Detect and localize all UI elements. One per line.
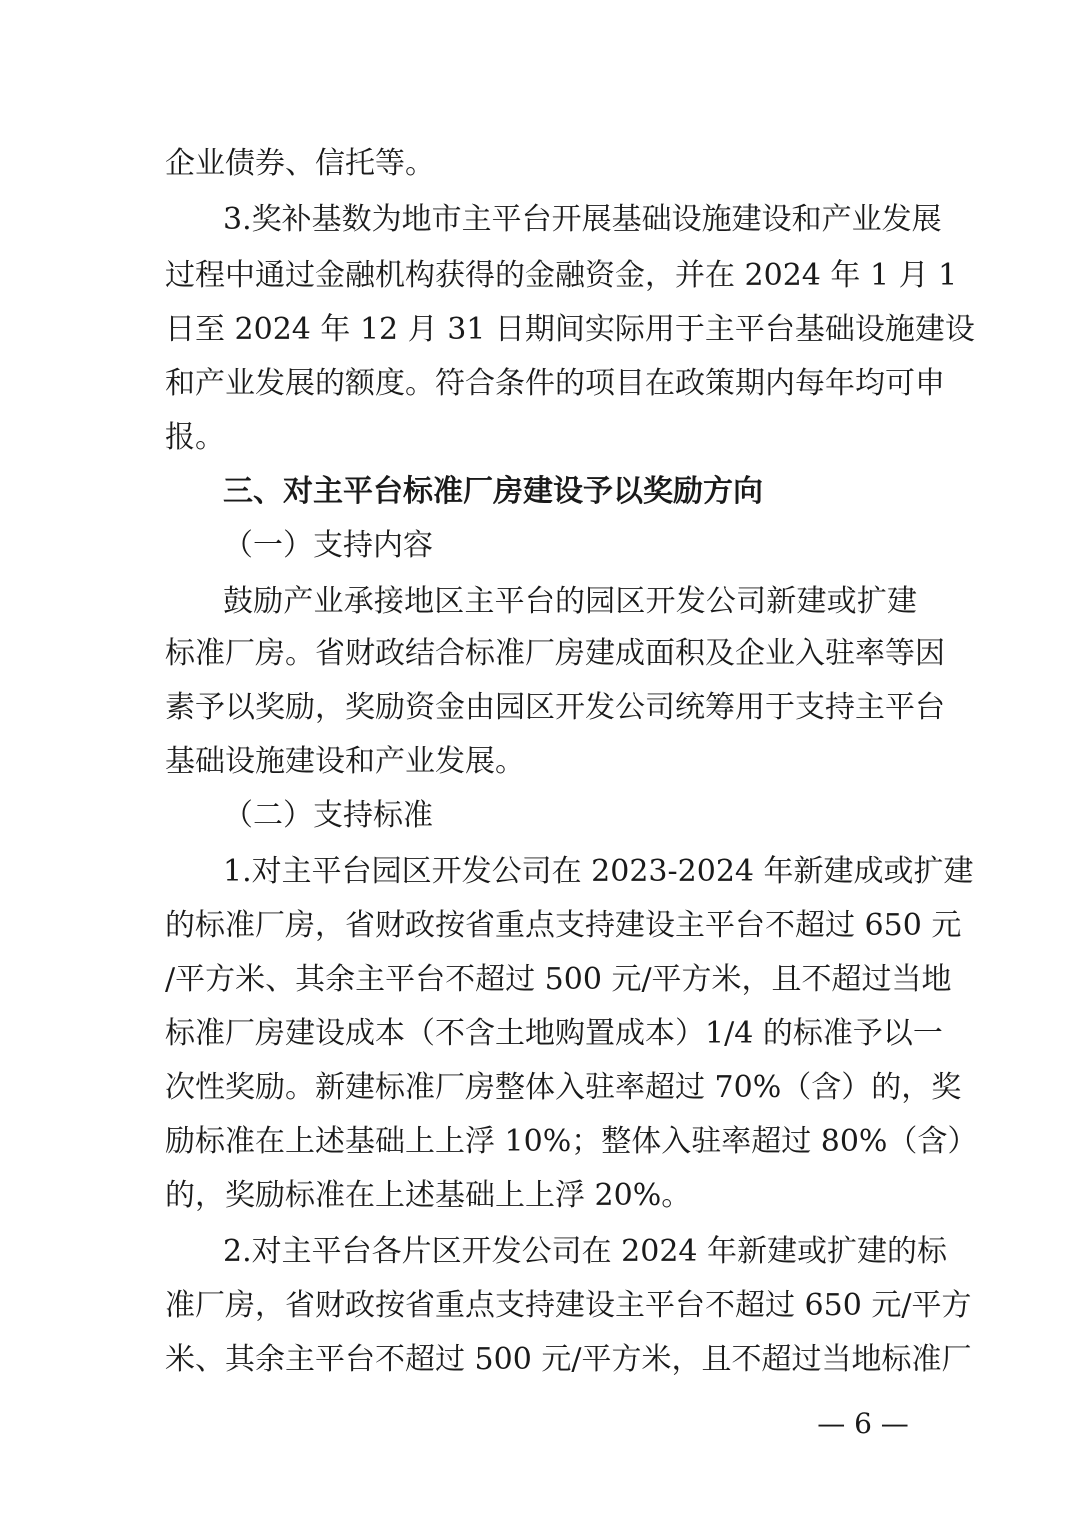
paragraph-line: 的，奖励标准在上述基础上上浮 20%。	[165, 1178, 692, 1213]
paragraph-line: 过程中通过金融机构获得的金融资金，并在 2024 年 1 月 1	[165, 258, 958, 293]
paragraph-line: 标准厂房。省财政结合标准厂房建成面积及企业入驻率等因	[165, 636, 945, 671]
paragraph-line: 企业债券、信托等。	[165, 146, 435, 181]
section-heading: 三、对主平台标准厂房建设予以奖励方向	[223, 474, 763, 509]
paragraph-line: 鼓励产业承接地区主平台的园区开发公司新建或扩建	[223, 584, 917, 619]
paragraph-line: 2.对主平台各片区开发公司在 2024 年新建或扩建的标	[223, 1234, 948, 1269]
paragraph-line: 日至 2024 年 12 月 31 日期间实际用于主平台基础设施建设	[165, 312, 975, 347]
page-number: — 6 —	[817, 1407, 909, 1440]
paragraph-line: 和产业发展的额度。符合条件的项目在政策期内每年均可申	[165, 366, 945, 401]
paragraph-line: 米、其余主平台不超过 500 元/平方米，且不超过当地标准厂	[165, 1342, 972, 1377]
paragraph-line: 标准厂房建设成本（不含土地购置成本）1/4 的标准予以一	[165, 1016, 943, 1051]
paragraph-line: 准厂房，省财政按省重点支持建设主平台不超过 650 元/平方	[165, 1288, 972, 1323]
paragraph-line: 的标准厂房，省财政按省重点支持建设主平台不超过 650 元	[165, 908, 962, 943]
paragraph-line: 3.奖补基数为地市主平台开展基础设施建设和产业发展	[223, 202, 942, 237]
subsection-heading: （二）支持标准	[223, 798, 433, 833]
paragraph-line: 励标准在上述基础上上浮 10%；整体入驻率超过 80%（含）	[165, 1124, 978, 1159]
paragraph-line: 基础设施建设和产业发展。	[165, 744, 525, 779]
subsection-heading: （一）支持内容	[223, 528, 433, 563]
paragraph-line: 素予以奖励，奖励资金由园区开发公司统筹用于支持主平台	[165, 690, 945, 725]
paragraph-line: 次性奖励。新建标准厂房整体入驻率超过 70%（含）的，奖	[165, 1070, 962, 1105]
paragraph-line: 1.对主平台园区开发公司在 2023-2024 年新建成或扩建	[223, 854, 974, 889]
paragraph-line: 报。	[165, 420, 225, 455]
paragraph-line: /平方米、其余主平台不超过 500 元/平方米，且不超过当地	[165, 962, 952, 997]
